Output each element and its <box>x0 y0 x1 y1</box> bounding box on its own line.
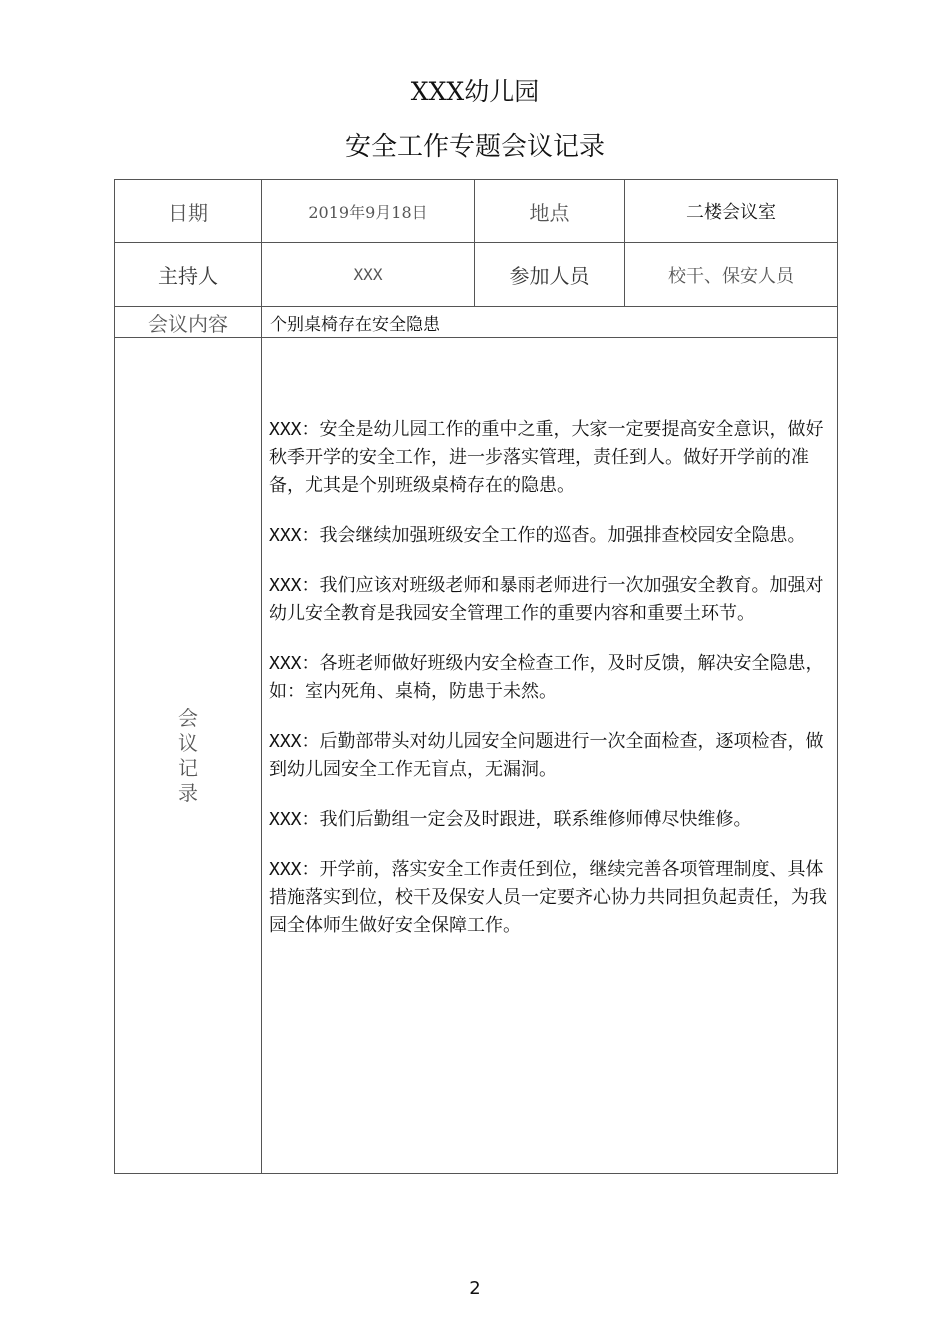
document-title: XXX幼儿园 <box>410 77 540 106</box>
document-subtitle: 安全工作专题会议记录 <box>344 132 605 162</box>
record-text: ：我们后勤组一定会及时跟进，联系维修师傅尽快维修。 <box>301 809 752 830</box>
records-content <box>262 338 838 1174</box>
table-row <box>115 338 838 1174</box>
record-entry <box>269 650 829 706</box>
record-text: ：我们应该对班级老师和暴雨老师进行一次加强安全教育。加强对幼儿安全教育是我园安全管理工作的重要内容和重要土环节。 <box>269 575 824 624</box>
table-row <box>115 307 838 338</box>
record-entry <box>269 572 829 628</box>
record-speaker: XXX <box>269 525 302 546</box>
table-row <box>115 243 838 307</box>
record-entry <box>269 416 829 500</box>
record-speaker: XXX <box>269 653 302 674</box>
record-entry <box>269 806 829 834</box>
location-value: 二楼会议室 <box>625 180 838 243</box>
records-label-char: 录 <box>178 780 198 805</box>
record-text: ：各班老师做好班级内安全检查工作，及时反馈，解决安全隐患，如：室内死角、桌椅，防患于未然。 <box>269 653 824 702</box>
attendees-label: 参加人员 <box>475 243 625 307</box>
page-number: 2 <box>469 1278 481 1299</box>
records-label-char: 记 <box>178 755 198 780</box>
meeting-record-table <box>114 179 838 1174</box>
record-speaker: XXX <box>269 859 302 880</box>
host-value: XXX <box>262 243 475 307</box>
table-row <box>115 180 838 243</box>
records-label <box>115 338 262 1174</box>
record-text: ：后勤部带头对幼儿园安全问题进行一次全面检查，逐项检杳，做到幼儿园安全工作无盲点，无漏洞。 <box>269 731 824 780</box>
host-label: 主持人 <box>115 243 262 307</box>
record-text: ：开学前，落实安全工作责任到位，继续完善各项管理制度、具体措施落实到位，校干及保安人员一定要齐心协力共同担负起责任，为我园全体师生做好安全保障工作。 <box>269 859 827 936</box>
records-label-char: 议 <box>178 730 198 755</box>
content-value: 个别桌椅存在安全隐患 <box>262 307 838 338</box>
record-entry <box>269 728 829 784</box>
date-value: 2019年9月18日 <box>262 180 475 243</box>
location-label: 地点 <box>475 180 625 243</box>
record-text: ：我会继续加强班级安全工作的巡杳。加强排查校园安全隐患。 <box>301 525 806 546</box>
record-entry <box>269 856 829 940</box>
records-label-char: 会 <box>178 705 198 730</box>
date-label: 日期 <box>115 180 262 243</box>
record-entry <box>269 522 829 550</box>
content-label: 会议内容 <box>115 307 262 338</box>
record-speaker: XXX <box>269 809 302 830</box>
record-speaker: XXX <box>269 575 302 596</box>
record-speaker: XXX <box>269 731 302 752</box>
attendees-value: 校干、保安人员 <box>625 243 838 307</box>
record-speaker: XXX <box>269 419 302 440</box>
record-text: ：安全是幼儿园工作的重中之重，大家一定要提高安全意识，做好秋季开学的安全工作，进一步落实管理，责任到人。做好开学前的准备，尤其是个别班级桌椅存在的隐患。 <box>269 419 824 496</box>
